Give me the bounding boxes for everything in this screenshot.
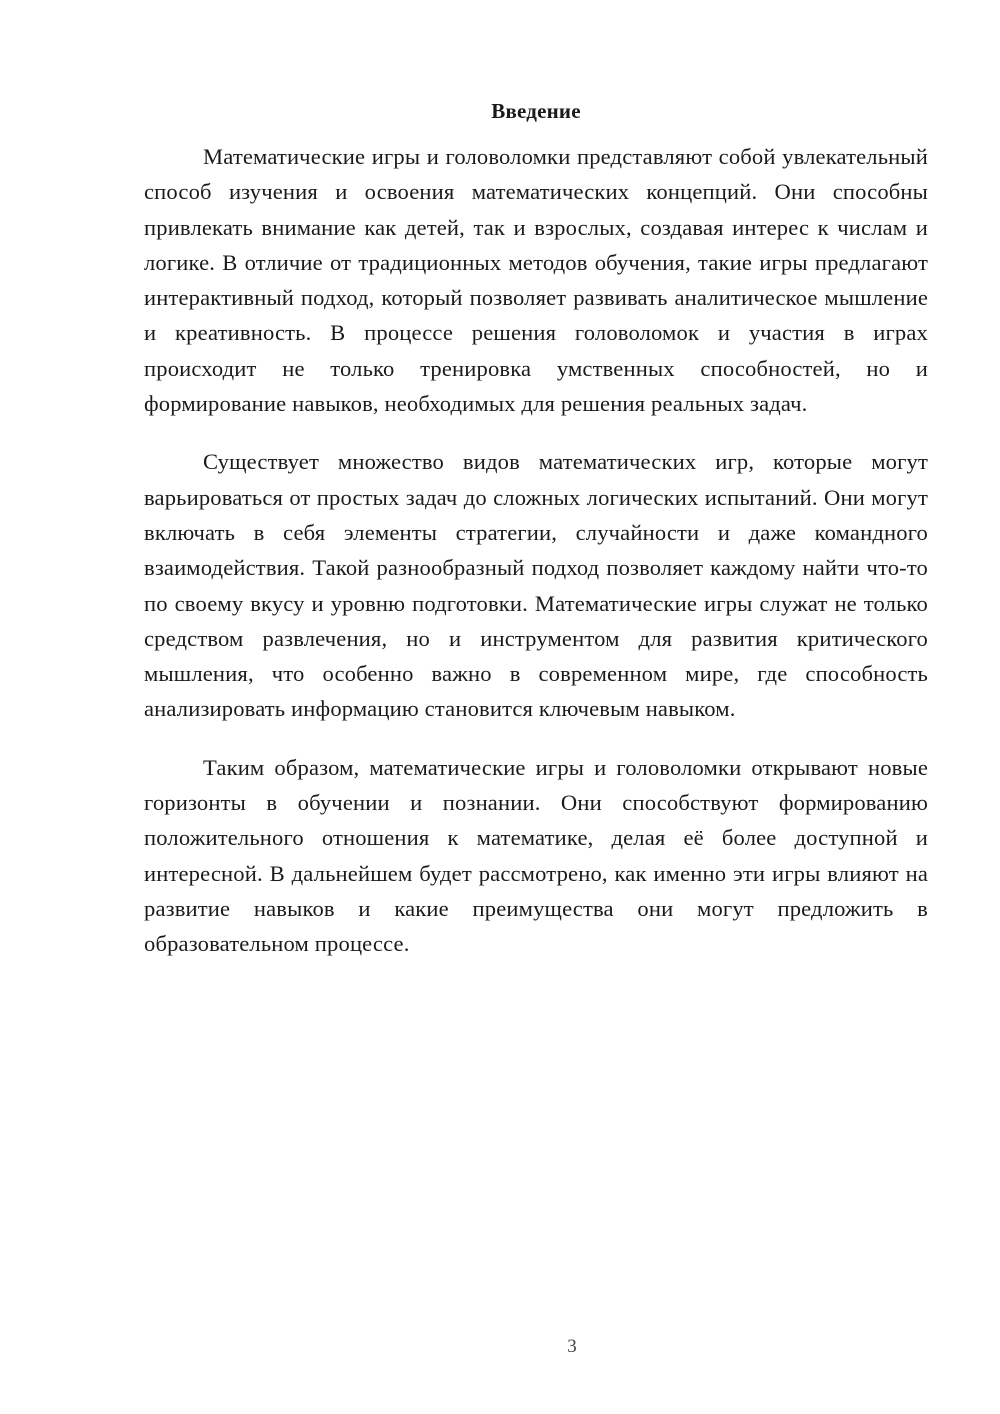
paragraph-3: Таким образом, математические игры и головоломки открывают новые горизонты в обучении и познании. Они способствуют формированию положительного отношения к математике, делая её более доступной и интересной. В дальнейшем будет рассмотрено, как именно эти игры влияют на развитие навыков и какие преимущества они могут предложить в образовательном процессе. [144,754,928,957]
section-heading: Введение [491,99,581,123]
paragraph-1: Математические игры и головоломки представляют собой увлекательный способ изучения и освоения математических концепций. Они способны привлекать внимание как детей, так и взрослых, создавая интерес к числам и логике. В отличие от традиционных методов обучения, такие игры предлагают интерактивный подход, который позволяет развивать аналитическое мышление и креативность. В процессе решения головоломок и участия в играх происходит не только тренировка умственных способностей, но и формирование навыков, необходимых для решения реальных задач. [144,144,928,417]
paragraph-2: Существует множество видов математических игр, которые могут варьироваться от простых задач до сложных логических испытаний. Они могут включать в себя элементы стратегии, случайности и даже командного взаимодействия. Такой разнообразный подход позволяет каждому найти что-то по своему вкусу и уровню подготовки. Математические игры служат не только средством развлечения, но и инструментом для развития критического мышления, что особенно важно в современном мире, где способность анализировать информацию становится ключевым навыком. [144,449,928,722]
page-content [144,95,928,985]
page-number: 3 [567,1336,577,1357]
